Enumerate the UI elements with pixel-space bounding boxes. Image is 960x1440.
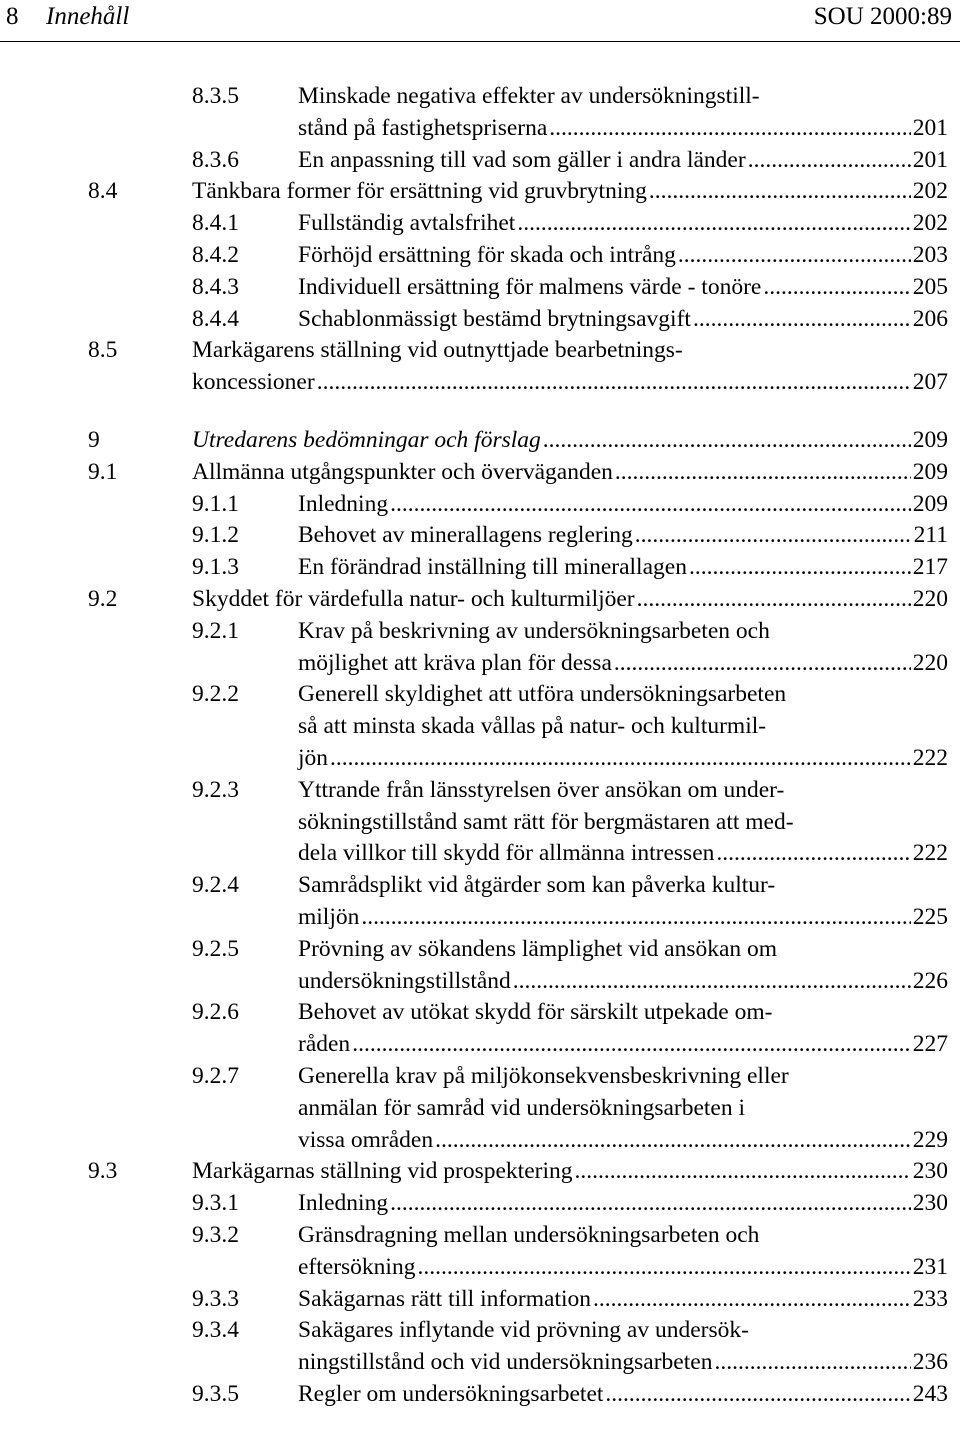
toc-entry-title: möjlighet att kräva plan för dessa (298, 649, 612, 676)
toc-entry-number: 9.2.2 (192, 681, 239, 708)
toc-entry-title: råden (298, 1031, 351, 1058)
toc-entry-title: så att minsta skada vållas på natur- och kulturmil- (298, 713, 767, 740)
dot-leader (543, 424, 911, 456)
toc-entry-line (298, 207, 948, 239)
toc-page-number: 226 (912, 967, 948, 994)
dot-leader (549, 112, 910, 144)
toc-entry-number: 9.1 (88, 458, 118, 485)
page-header (0, 0, 960, 42)
toc-page-number: 236 (912, 1349, 948, 1376)
toc-entry-title: Inledning (298, 490, 389, 517)
toc-page-number: 209 (912, 458, 948, 485)
dot-leader (649, 175, 911, 207)
toc-entry-number: 9.2.3 (192, 776, 239, 803)
toc-page-number: 220 (912, 649, 948, 676)
toc-page-number: 202 (912, 210, 948, 237)
header-page-number: 8 (6, 3, 19, 30)
toc-entry-line (192, 366, 948, 398)
toc-page-number: 209 (912, 490, 948, 517)
toc-entry-title: Gränsdragning mellan undersökningsarbeten och (298, 1222, 760, 1248)
toc-page-number: 222 (912, 840, 948, 867)
dot-leader (605, 1378, 910, 1410)
toc-entry-title: Schablonmässigt bestämd brytningsavgift (298, 305, 691, 332)
toc-entry-number: 8.4.4 (192, 305, 239, 332)
toc-page-number: 243 (912, 1381, 948, 1407)
dot-leader (352, 1028, 911, 1060)
toc-entry-title: Skyddet för värdefulla natur- och kulturmiljöer (192, 586, 635, 612)
toc-entry-title: ningstillstånd och vid undersökningsarbeten (298, 1349, 713, 1376)
toc-entry-line (298, 271, 948, 303)
dot-leader (435, 1124, 911, 1156)
toc-entry-title: Fullständig avtalsfrihet (298, 210, 516, 237)
dot-leader (714, 1346, 910, 1378)
toc-entry-line (298, 1346, 948, 1378)
toc-entry-title: sökningstillstånd samt rätt för bergmästaren att med- (298, 808, 794, 835)
dot-leader (637, 583, 911, 615)
toc-entry-title: Allmänna utgångspunkter och överväganden (192, 458, 613, 485)
toc-entry-title: Behovet av utökat skydd för särskilt utpekade om- (298, 999, 773, 1026)
toc-entry-line (298, 837, 948, 869)
toc-entry-title: miljön (298, 904, 360, 930)
toc-entry-title: anmälan för samråd vid undersökningsarbeten i (298, 1094, 746, 1121)
toc-page-number: 233 (912, 1285, 948, 1312)
toc-entry-number: 9.2.4 (192, 872, 239, 899)
toc-page-number: 230 (912, 1158, 948, 1185)
toc-entry-number: 8.4.3 (192, 273, 239, 300)
toc-entry-title: Generella krav på miljökonsekvensbeskrivning eller (298, 1063, 789, 1089)
toc-entry-line (298, 239, 948, 271)
toc-page-number: 217 (912, 554, 948, 581)
toc-entry-number: 9 (88, 427, 100, 453)
toc-entry-title: stånd på fastighetspriserna (298, 114, 548, 141)
toc-entry-number: 9.3.3 (192, 1285, 239, 1312)
toc-entry-line (298, 1187, 948, 1219)
toc-entry-title: dela villkor till skydd för allmänna intressen (298, 840, 715, 867)
dot-leader (574, 1155, 910, 1187)
header-section-title: Innehåll (46, 3, 130, 30)
toc-entry-line (298, 144, 948, 176)
toc-entry-number: 9.3.1 (192, 1190, 239, 1217)
toc-page-number: 231 (912, 1253, 948, 1280)
toc-entry-title: Prövning av sökandens lämplighet vid ansökan om (298, 935, 778, 962)
toc-entry-line (298, 551, 948, 583)
toc-entry-title: Sakägares inflytande vid prövning av undersök- (298, 1317, 749, 1344)
toc-page-number: 209 (912, 427, 948, 453)
toc-entry-title: undersökningstillstånd (298, 967, 511, 994)
toc-entry-number: 9.1.2 (192, 522, 239, 549)
dot-leader (678, 239, 911, 271)
toc-entry-number: 9.3.5 (192, 1381, 239, 1407)
toc-entry-line (298, 1028, 948, 1060)
toc-entry-line (298, 965, 948, 997)
toc-entry-number: 8.4 (88, 178, 118, 205)
toc-entry-line (298, 519, 948, 551)
toc-entry-title: Sakägarnas rätt till information (298, 1285, 592, 1312)
toc-page-number: 220 (912, 586, 948, 612)
toc-page-number: 211 (913, 522, 948, 549)
dot-leader (317, 366, 911, 398)
toc-entry-line (298, 1378, 948, 1410)
toc-entry-number: 9.2 (88, 586, 118, 612)
toc-entry-number: 9.2.5 (192, 935, 239, 962)
toc-page-number: 206 (912, 305, 948, 332)
toc-entry-line (298, 488, 948, 520)
toc-entry-line (298, 647, 948, 679)
toc-entry-title: Generell skyldighet att utföra undersökningsarbeten (298, 681, 787, 708)
toc-entry-line (192, 175, 948, 207)
toc-entry-title: En förändrad inställning till minerallagen (298, 554, 687, 581)
dot-leader (417, 1251, 910, 1283)
dot-leader (517, 207, 910, 239)
toc-entry-number: 8.3.6 (192, 146, 239, 173)
toc-entry-title: Regler om undersökningsarbetet (298, 1381, 604, 1407)
toc-entry-line (192, 1155, 948, 1187)
dot-leader (763, 271, 910, 303)
toc-entry-title: Krav på beskrivning av undersökningsarbeten och (298, 617, 770, 644)
toc-entry-number: 9.2.6 (192, 999, 239, 1026)
dot-leader (748, 144, 911, 176)
toc-entry-title: Minskade negativa effekter av undersökningstill- (298, 83, 760, 109)
header-publication: SOU 2000:89 (813, 3, 952, 30)
dot-leader (635, 519, 912, 551)
dot-leader (361, 901, 910, 933)
toc-page-number: 229 (912, 1126, 948, 1153)
toc-entry-line (298, 742, 948, 774)
dot-leader (390, 488, 911, 520)
toc-entry-number: 9.3 (88, 1158, 118, 1185)
toc-entry-title: Tänkbara former för ersättning vid gruvbrytning (192, 178, 647, 205)
toc-page-number: 207 (912, 369, 948, 396)
toc-entry-line (298, 303, 948, 335)
toc-entry-title: Samrådsplikt vid åtgärder som kan påverka kultur- (298, 872, 776, 899)
toc-entry-title: Inledning (298, 1190, 389, 1217)
toc-entry-line (298, 1283, 948, 1315)
toc-entry-title: koncessioner (192, 369, 315, 396)
toc-entry-line (192, 456, 948, 488)
toc-page-number: 227 (912, 1031, 948, 1058)
toc-entry-number: 9.3.4 (192, 1317, 239, 1344)
dot-leader (614, 647, 911, 679)
toc-entry-number: 8.4.2 (192, 242, 239, 268)
toc-entry-line (298, 1251, 948, 1283)
toc-page-number: 222 (912, 745, 948, 771)
toc-entry-line (298, 1124, 948, 1156)
toc-entry-line (192, 583, 948, 615)
toc-entry-title: Yttrande från länsstyrelsen över ansökan om under- (298, 776, 785, 803)
toc-entry-number: 8.4.1 (192, 210, 239, 237)
toc-entry-title: Individuell ersättning för malmens värde - tonöre (298, 273, 762, 300)
dot-leader (615, 456, 911, 488)
toc-entry-number: 9.1.3 (192, 554, 239, 581)
toc-page-number: 203 (912, 242, 948, 268)
dot-leader (689, 551, 911, 583)
toc-entry-line (298, 112, 948, 144)
toc-page-number: 230 (912, 1190, 948, 1217)
dot-leader (330, 742, 911, 774)
toc-page-number: 205 (912, 273, 948, 300)
toc-entry-title: eftersökning (298, 1253, 416, 1280)
toc-page-number: 201 (912, 114, 948, 141)
dot-leader (693, 303, 911, 335)
toc-page-number: 225 (912, 904, 948, 930)
dot-leader (513, 965, 911, 997)
dot-leader (593, 1283, 911, 1315)
toc-entry-line (298, 901, 948, 933)
toc-page-number: 201 (912, 146, 948, 173)
toc-entry-title: Behovet av minerallagens reglering (298, 522, 633, 549)
toc-entry-title: Förhöjd ersättning för skada och intrång (298, 242, 676, 268)
toc-entry-title: Utredarens bedömningar och förslag (192, 427, 541, 453)
toc-entry-number: 9.1.1 (192, 490, 239, 517)
toc-entry-number: 8.3.5 (192, 83, 239, 109)
dot-leader (716, 837, 910, 869)
toc-entry-number: 9.2.1 (192, 617, 239, 644)
toc-entry-number: 9.2.7 (192, 1063, 239, 1089)
toc-entry-line (192, 424, 948, 456)
toc-entry-number: 8.5 (88, 337, 118, 364)
toc-entry-title: vissa områden (298, 1126, 434, 1153)
toc-entry-title: Markägarnas ställning vid prospektering (192, 1158, 573, 1185)
toc-entry-title: En anpassning till vad som gäller i andra länder (298, 146, 746, 173)
toc-entry-title: Markägarens ställning vid outnyttjade bearbetnings- (192, 337, 683, 364)
dot-leader (390, 1187, 911, 1219)
toc-entry-title: jön (298, 745, 329, 771)
toc-page-number: 202 (912, 178, 948, 205)
toc-entry-number: 9.3.2 (192, 1222, 239, 1248)
